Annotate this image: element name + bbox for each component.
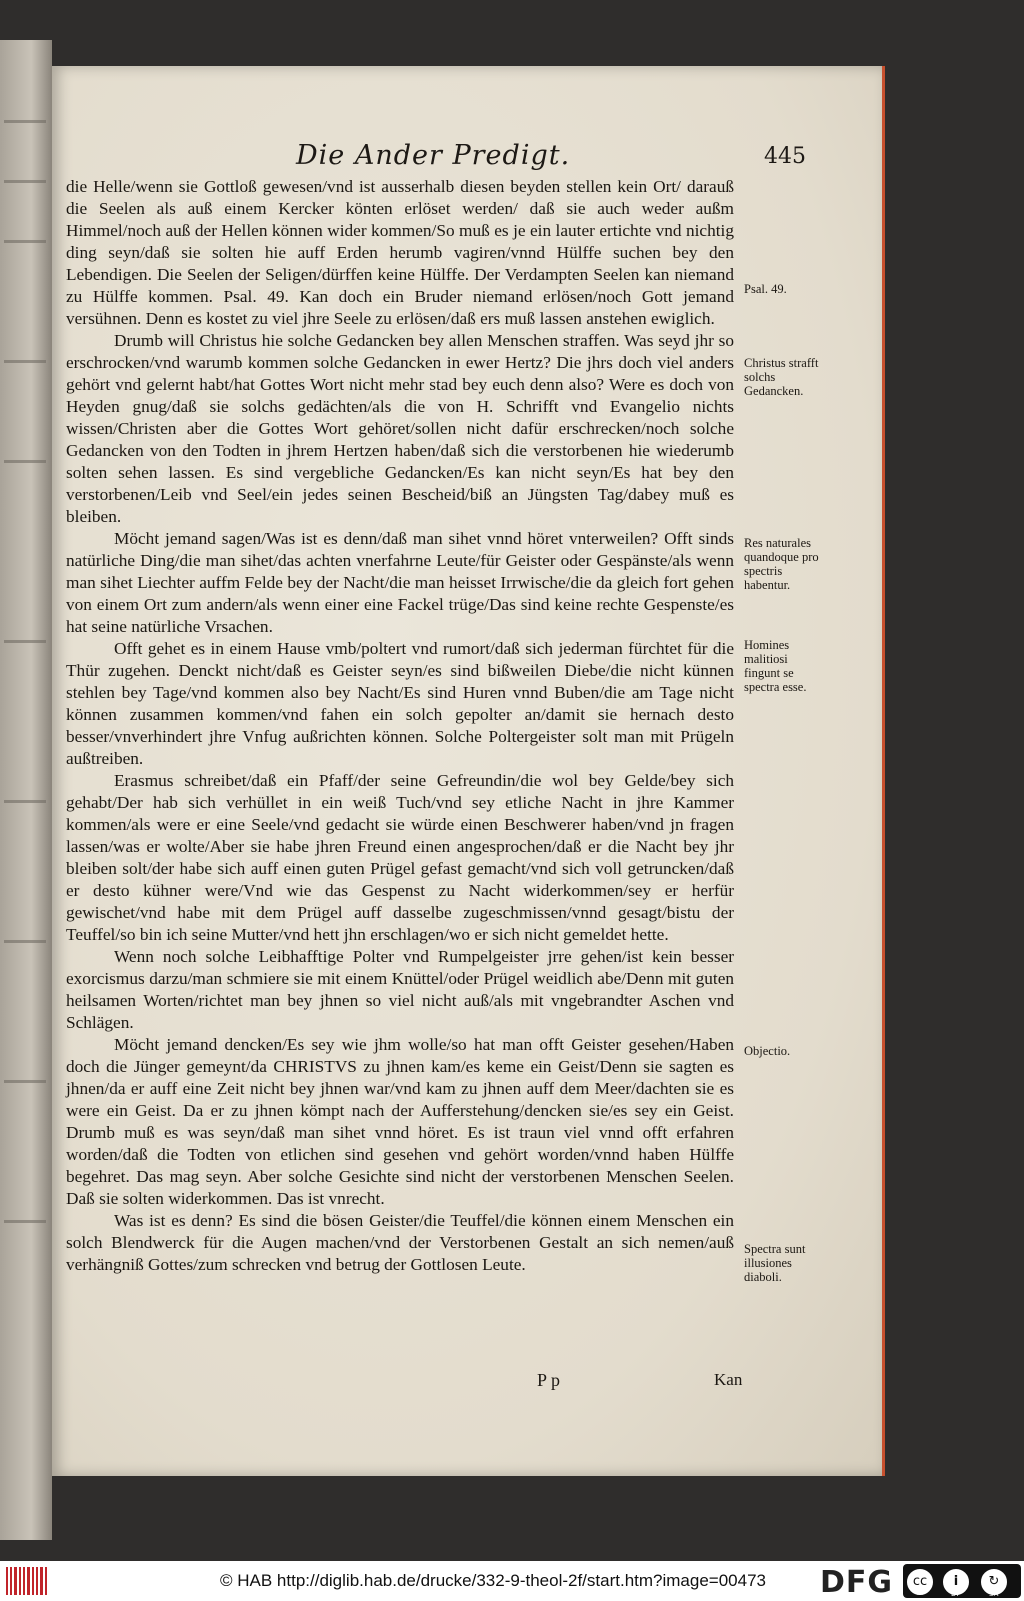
marginal-note: Psal. 49. [744,282,787,296]
signature-mark: Pp [537,1370,565,1390]
paragraph: Offt gehet es in einem Hause vmb/poltert vnd rumort/daß sich jederman fürchtet für die Thür zugehen. Denckt nicht/daß es Geister seyn/es sind bißweilen Diebe/die nicht künnen stehlen bey Tage/vnd kommen also bey Nacht/Es sind Huren vnnd Buben/die am Tage nicht können zusammen kommen/vnd fahen ein solch gepolter an/damit sie hernach desto besser/vnverhindert jhre Vnfug außrichten können. Solche Poltergeister solt man mit Prügeln außtreiben. [66,639,734,768]
cc-icon: cc [907,1569,933,1595]
paragraph: die Helle/wenn sie Gottloß gewesen/vnd ist ausserhalb diesen beyden stellen kein Ort/ darauß die Seelen als auß einem Kercker könten erlöset werden/ daß sie auch weder außm Himmel/noch auß der Hellen können wider kommen/So muß es je ein lauter ertichte vnd nichtig ding seyn/daß sie solten hie auff Erden herumb vagiren/vnnd Hülffe suchen bey den Lebendigen. Die Seelen der Seligen/dürffen keine Hülffe. Der Verdampten Seelen kan niemand zu Hülffe kommen. Psal. 49. Kan doch ein Bruder niemand erlösen/noch Gott jemand versühnen. Denn es kostet zu viel jhre Seele zu erlösen/daß ers muß lassen anstehen ewiglich. [66,177,734,328]
license-by-label: BY [951,1590,960,1598]
page-number: 445 [764,144,806,169]
running-head [246,140,806,180]
barcode-icon [6,1567,48,1595]
share-alike-icon: ↻ [981,1569,1007,1595]
book-page [52,66,885,1476]
footer-bar [0,1561,1024,1601]
paragraph: Drumb will Christus hie solche Gedancken bey allen Menschen straffen. Was seyd jhr so erschrocken/vnd warumb kommen solche Gedancken in ewer Hertz? Die jhrs doch viel anders gehört vnd gelernt habt/hat Gottes Wort nicht mehr stad bey euch denn also? Were es doch von Heyden gnug/daß sie solchs gedächten/als die von H. Schrifft vnd Evangelio nichts wissen/Christen aber die Gottes Wort gehöret/sollen nicht dafür erschrecken/noch solche Gedancken von den Todten in jhrem Hertzen haben/daß sich die verstorbenen hie wiederumb solten sehen lassen. Es sind vergebliche Gedancken/Es kan nicht seyn/Es hat bey den verstorbenen/Leib vnd Seel/ein jedes seinen Bescheid/biß an Jüngsten Tag/dabey muß es bleiben. [66,331,734,526]
paragraph: Was ist es denn? Es sind die bösen Geister/die Teuffel/die können einem Menschen ein solch Blendwerck für die Augen machen/vnd der Verstorbenen Gestalt an sich nemen/auß verhängniß Gottes/zum schrecken vnd betrug der Gottlosen Leute. [66,1211,734,1274]
paragraph: Möcht jemand sagen/Was ist es denn/daß man sihet vnnd höret vnterweilen? Offt sinds natürliche Ding/die man sihet/das achten vnerfahrne Leute/für Geister oder Gespänste/als wenn man sihet Liechter auffm Felde bey der Nacht/die man heisset Irrwische/die da gleich fort gehen von einem Ort zum andern/als wenn einer eine Fackel trüge/Das sind keine rechte Gespenste/es hat seine natürliche Vrsachen. [66,529,734,636]
marginal-note: Res naturales quandoque pro spectris habentur. [744,536,819,592]
catchword: Kan [714,1370,743,1389]
marginal-note: Homines malitiosi fingunt se spectra esse. [744,638,807,694]
main-text [66,176,734,1276]
license-sa-label: SA [989,1590,999,1598]
previous-page-edge [0,40,52,1540]
paragraph: Wenn noch solche Leibhafftige Polter vnd Rumpelgeister jrre gehen/ist kein besser exorcismus darzu/man schmiere sie mit einem Knüttel/oder Prügel weidlich abe/Denn mit guten heilsamen Worten/richtet man bey jhnen so viel nicht auß/als mit vngebrandter Aschen vnd Schlägen. [66,947,734,1032]
dfg-logo: DFG [820,1565,894,1600]
page-title: Die Ander Predigt. [296,140,571,171]
paragraph: Erasmus schreibet/daß ein Pfaff/der seine Gefreundin/die wol bey Gelde/bey sich gehabt/Der hab sich verhüllet in ein weiß Tuch/vnd sey etliche Nacht in jhre Kammer kommen/als were er eine Seele/vnd gedacht sie würde einen Beschwerer haben/vnd jn fragen lassen/was er wolte/Aber sie habe jhren Freund einen angesprochen/daß er die Nacht bey jhr bleiben solt/der habe sich auff einen guten Prügel gefast gemacht/vnd sich voll getruncken/daß er desto kühner were/Vnd wie das Gespenst zu Nacht widerkommen/sey er herfür gewischet/vnd habe mit dem Prügel auff dasselbe zugeschmissen/vnnd gesagt/bistu der Teuffel/so bin ich seine Mutter/vnd hett jhn erschlagen/wo er sich nicht gemeldet hette. [66,771,734,944]
cc-license-badge[interactable] [903,1564,1021,1598]
marginal-note: Objectio. [744,1044,791,1058]
marginal-note: Spectra sunt illusiones diaboli. [744,1242,806,1284]
source-link[interactable]: © HAB http://diglib.hab.de/drucke/332-9-theol-2f/start.htm?image=00473 [220,1571,766,1590]
paragraph: Möcht jemand dencken/Es sey wie jhm wolle/so hat man offt Geister gesehen/Haben doch die Jünger gemeynt/da CHRISTVS zu jhnen kam/es keme ein Geist/Denn sie sagten es jhnen/da er auff eine Zeit nicht bey jhnen war/vnd kam zu jhnen auff dem Meer/dachten sie es were ein Geist. Da er zu jhnen kömpt nach der Aufferstehung/dencken sie/es sey ein Geist. Drumb muß es was seyn/daß man sihet vnnd höret. Es ist traun viel vnnd offt erfahren worden/daß die Todten von etlichen sind gesehen vnd gehört worden/vnnd haben Hülffe begehret. Das mag seyn. Aber solche Gesichte sind nicht der verstorbenen Menschen Seelen. Daß sie solten widerkommen. Das ist vnrecht. [66,1035,734,1208]
marginal-note: Christus strafft solchs Gedancken. [744,356,819,398]
attribution-icon: i [943,1569,969,1595]
